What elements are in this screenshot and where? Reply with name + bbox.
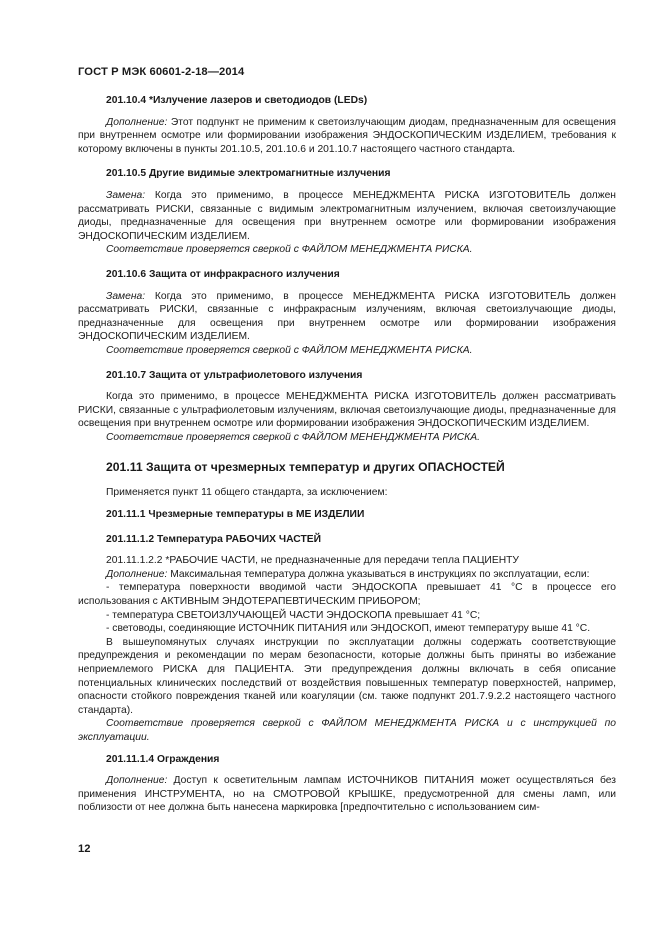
para-201-10-4	[78, 116, 616, 157]
heading-201-11: 201.11 Защита от чрезмерных температур и других ОПАСНОСТЕЙ	[106, 460, 505, 475]
para-201-11-1-2-2	[78, 568, 616, 582]
para-201-10-5	[78, 189, 616, 243]
addition-label: Дополнение:	[106, 775, 168, 787]
para-201-10-6	[78, 290, 616, 344]
list-item: - световоды, соединяющие ИСТОЧНИК ПИТАНИЯ или ЭНДОСКОП, имеют температуру выше 41 °С.	[106, 623, 591, 635]
para-201-10-7: Когда это применимо, в процессе МЕНЕДЖМЕНТА РИСКА ИЗГОТОВИТЕЛЬ должен рассматривать РИСКИ, связанные с ультрафиолетовым излучениям, включая светоизлучающие диоды, предназначенные для освещения при внутреннем осмотре или формировании изображения ЭНДОСКОПИЧЕСКИМ ИЗДЕЛИЕМ.	[78, 391, 616, 430]
heading-201-10-7: 201.10.7 Защита от ультрафиолетового излучения	[106, 369, 363, 381]
list-item: - температура СВЕТОИЗЛУЧАЮЩЕЙ ЧАСТИ ЭНДОСКОПА превышает 41 °С;	[106, 609, 481, 621]
document-header: ГОСТ Р МЭК 60601-2-18—2014	[78, 66, 245, 78]
heading-201-11-1: 201.11.1 Чрезмерные температуры в МЕ ИЗДЕЛИИ	[106, 509, 365, 521]
replacement-label: Замена:	[106, 290, 146, 302]
page-content	[78, 94, 616, 815]
subclause-201-11-1-2-2: 201.11.1.2.2 *РАБОЧИЕ ЧАСТИ, не предназначенные для передачи тепла ПАЦИЕНТУ	[106, 555, 519, 567]
para-text: Доступ к осветительным лампам ИСТОЧНИКОВ ПИТАНИЯ может осуществляться без применения ИНСТРУМЕНТА, но на СМОТРОВОЙ КРЫШКЕ, предусмотренной для смены ламп, или поблизости от нее должна быть нанесена маркировка [предпочтительно с использованием сим-	[78, 775, 616, 814]
heading-201-10-6: 201.10.6 Защита от инфракрасного излучения	[106, 268, 340, 280]
para-text: Максимальная температура должна указываться в инструкциях по эксплуатации, если:	[167, 568, 590, 580]
compliance-201-11-1-2: Соответствие проверяется сверкой с ФАЙЛОМ МЕНЕДЖМЕНТА РИСКА и с инструкцией по эксплуатации.	[78, 718, 616, 743]
page-number: 12	[78, 843, 91, 855]
replacement-label: Замена:	[106, 189, 146, 201]
compliance-201-10-7: Соответствие проверяется сверкой с ФАЙЛОМ МЕНЕНДЖМЕНТА РИСКА.	[106, 431, 480, 443]
addition-label: Дополнение:	[106, 568, 168, 580]
heading-201-11-1-2: 201.11.1.2 Температура РАБОЧИХ ЧАСТЕЙ	[106, 533, 322, 545]
para-warnings: В вышеупомянутых случаях инструкции по эксплуатации должны содержать соответствующие предупреждения и рекомендации по мерам безопасности, которые должны быть приняты во избежание неприемлемого РИСКА для ПАЦИЕНТА. Эти предупреждения должны включать в себя описание потенциальных клинических последствий от воздействия повышенных температур поверхностей, например, опасности стойкого повреждения тканей или коагуляции (см. также подпункт 201.7.9.2.2 настоящего частного стандарта).	[78, 636, 616, 716]
compliance-201-10-6: Соответствие проверяется сверкой с ФАЙЛОМ МЕНЕДЖМЕНТА РИСКА.	[106, 344, 473, 356]
compliance-201-10-5: Соответствие проверяется сверкой с ФАЙЛОМ МЕНЕДЖМЕНТА РИСКА.	[106, 244, 473, 256]
addition-label: Дополнение:	[106, 116, 168, 128]
para-201-11-1-4	[78, 774, 616, 815]
heading-201-10-4: 201.10.4 *Излучение лазеров и светодиодов (LEDs)	[106, 95, 368, 106]
heading-201-11-1-4: 201.11.1.4 Ограждения	[106, 753, 220, 765]
para-text: Когда это применимо, в процессе МЕНЕДЖМЕНТА РИСКА ИЗГОТОВИТЕЛЬ должен рассматривать РИСКИ, связанные с видимым электромагнитным излучением, включая светоизлучающие диоды, предназначенные для освещения при внутреннем осмотре или формировании изображения ЭНДОСКОПИЧЕСКИМ ИЗДЕЛИЕМ.	[78, 189, 616, 242]
para-201-11: Применяется пункт 11 общего стандарта, за исключением:	[106, 487, 388, 499]
heading-201-10-5: 201.10.5 Другие видимые электромагнитные излучения	[106, 168, 391, 180]
list-item: - температура поверхности вводимой части ЭНДОСКОПА превышает 41 °С в процессе его использования с АКТИВНЫМ ЭНДОТЕРАПЕВТИЧЕСКИМ ПРИБОРОМ;	[78, 582, 616, 608]
para-text: Когда это применимо, в процессе МЕНЕДЖМЕНТА РИСКА ИЗГОТОВИТЕЛЬ должен рассматривать РИСКИ, связанные с инфракрасным излучениям, включая светоизлучающие диоды, предназначенные для освещения при внутреннем осмотре или формировании изображения ЭНДОСКОПИЧЕСКИМ ИЗДЕЛИЕМ.	[78, 290, 616, 343]
para-text: Этот подпункт не применим к светоизлучающим диодам, предназначенным для освещения при внутреннем осмотре или формировании изображения ЭНДОСКОПИЧЕСКИМ ИЗДЕЛИЕМ, требования к которому включены в пункты 201.10.5, 201.10.6 и 201.10.7 настоящего частного стандарта.	[78, 116, 616, 155]
